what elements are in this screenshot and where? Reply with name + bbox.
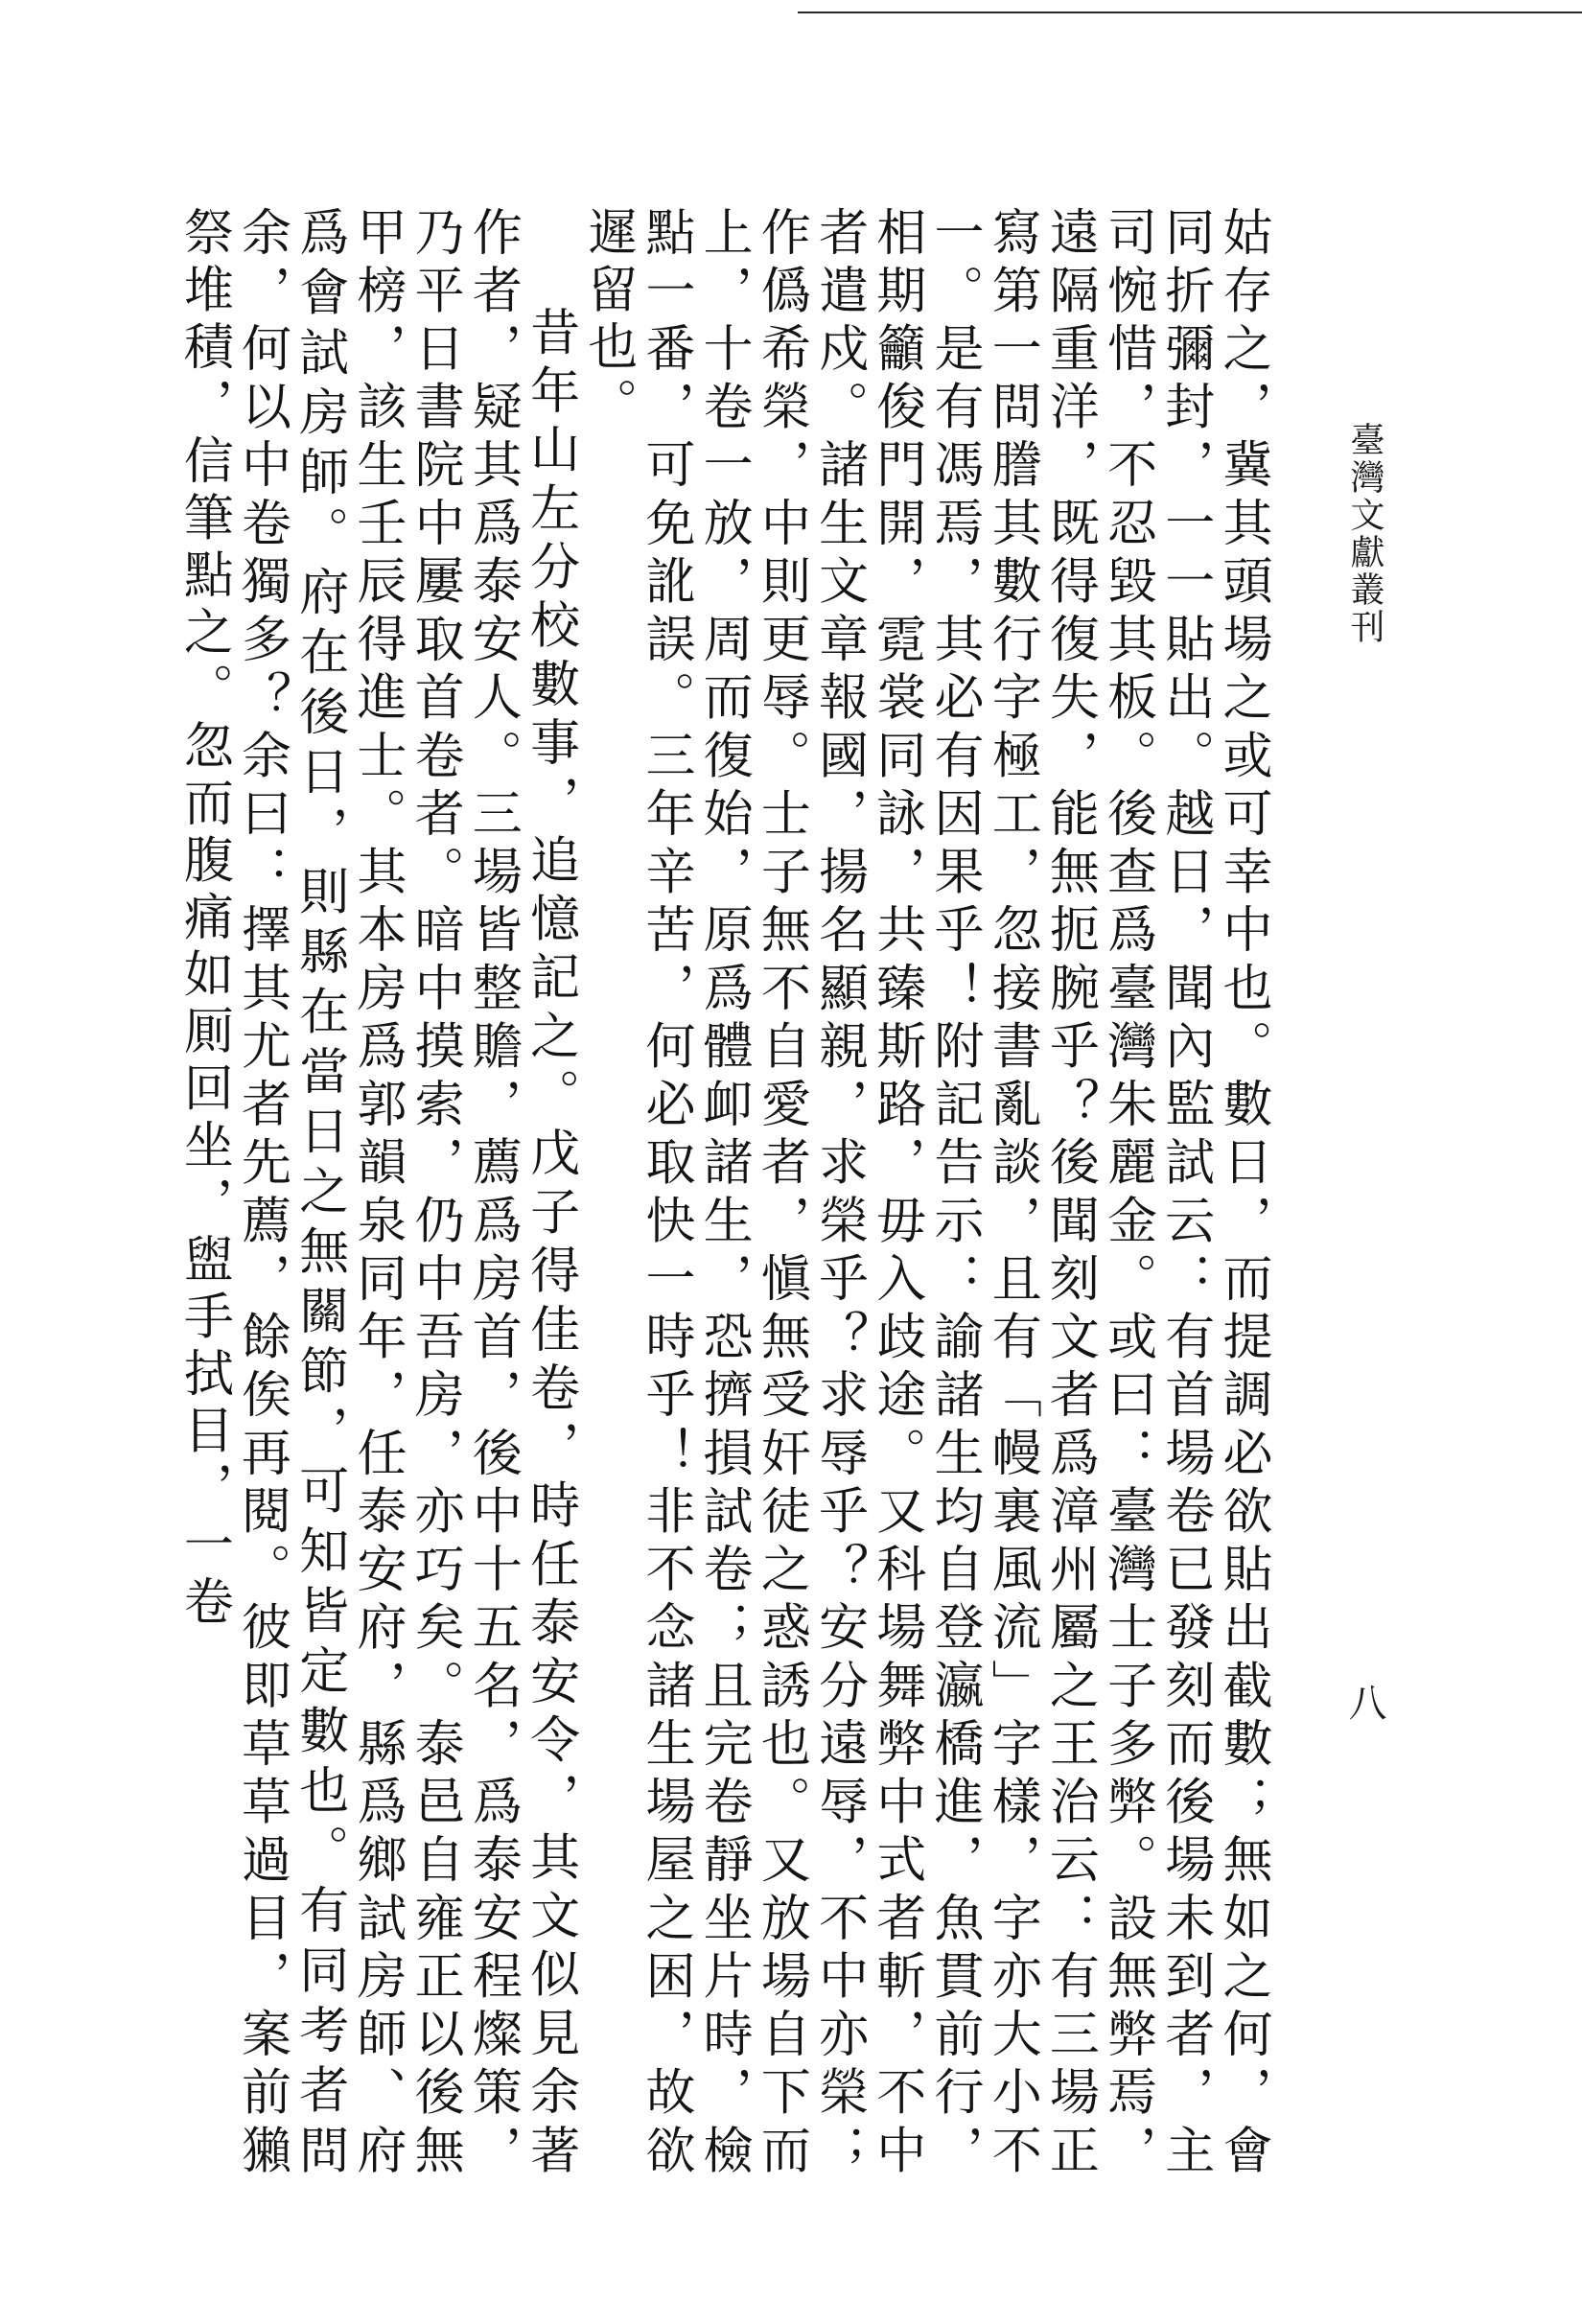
body-text-block: [117, 206, 1271, 2181]
running-head-title: 臺灣文獻叢刊: [1345, 422, 1384, 646]
page-number: 八: [1342, 1683, 1386, 1721]
body-paragraph-1: 姑存之，冀其頭場之或可幸中也。數日，而提調必欲貼出截數；無如之何，會同折彌封，一一貼出。越日，聞內監試云：有首場卷已發刻而後場未到者，主司惋惜，不忍毀其板。後查爲臺灣朱麗金。或曰：臺灣士子多弊。設無弊焉，遠隔重洋，既得復失，能無扼腕乎？後聞刻文者爲漳州屬之王治云：有三場正寫第一問謄其數行字極工，忽接書亂談，且有「幔裏風流」字樣，字亦大小不一。是有馮焉，其必有因果乎！附記告示：諭諸生均自登瀛橋進，魚貫前行，相期籲俊門開，霓裳同詠，共臻斯路，毋入歧途。又科場舞弊中式者斬，不中者遣戍。諸生文章報國，揚名顯親，求榮乎？求辱乎？安分遠辱，不中亦榮；作僞希榮，中則更辱。士子無不自愛者，愼無受奸徒之惑誘也。又放場自下而上，十卷一放，周而復始，原爲體卹諸生，恐擠損試卷；且完卷靜坐片時，檢點一番，可免訛誤。三年辛苦，何必取快一時乎！非不念諸生場屋之困，故欲遲留也。: [578, 206, 1271, 2181]
top-rule: [798, 12, 1582, 13]
body-paragraph-2: 昔年山左分校數事，追憶記之。戊子得佳卷，時任泰安令，其文似見余著作者，疑其爲泰安人。三場皆整贍，薦爲房首，後中十五名，爲泰安程燦策，乃平日書院中屢取首卷者。暗中摸索，仍中吾房，亦巧矣。泰邑自雍正以後無甲榜，該生壬辰得進士。其本房爲郭韻泉同年，任泰安府，縣爲鄉試房師、府爲會試房師。府在後日，則縣在當日之無關節，可知皆定數也。有同考者問余，何以中卷獨多？余曰：擇其尤者先薦，餘俟再閱。彼即草草過目，案前獺祭堆積，信筆點之。忽而腹痛如厠回坐，盥手拭目，一卷: [174, 206, 579, 2181]
